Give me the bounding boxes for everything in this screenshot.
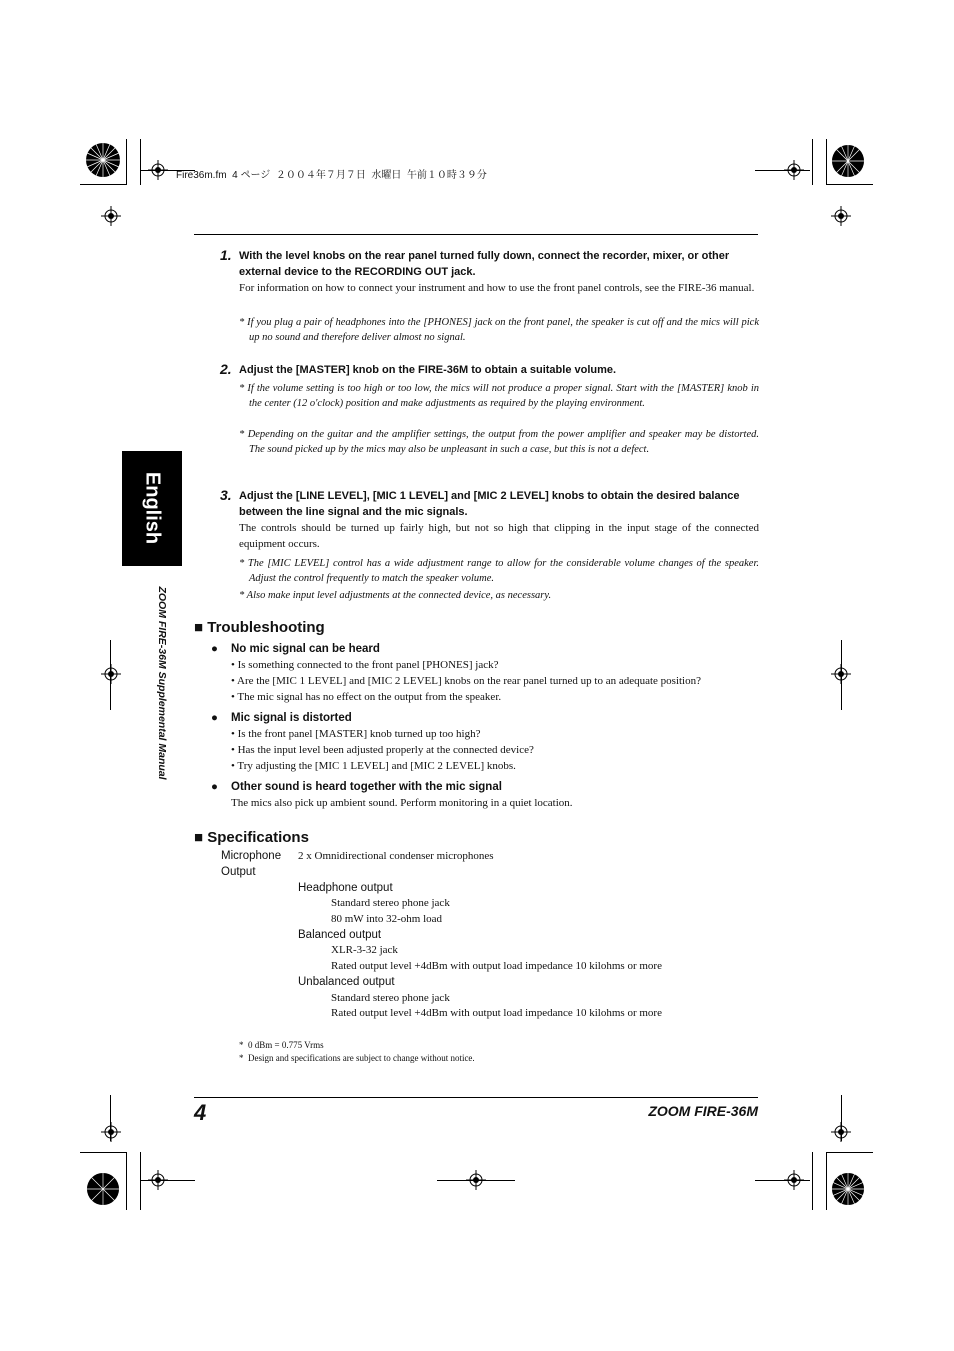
spec-output-value: 80 mW into 32-ohm load [331,913,443,925]
step-heading-line: Adjust the [MASTER] knob on the FIRE-36M to obtain a suitable volume. [239,364,617,376]
list-item: • The mic signal has no effect on the output from the speaker. [231,691,502,703]
list-item: • Has the input level been adjusted properly at the connected device? [231,744,534,756]
language-tab [122,451,182,566]
spec-output-name: Unbalanced output [298,976,395,988]
crop-line [841,1095,842,1141]
step-number: 1. [220,247,232,263]
file-header-info: Fire36m.fm 4 ページ ２００４年７月７日 水曜日 午前１０時３９分 [176,170,487,181]
step-number: 2. [220,361,232,377]
crop-line [140,139,141,185]
trouble-heading-label: Other sound is heard together with the mic signal [231,781,502,793]
footnote: * 0 dBm = 0.775 Vrms [239,1040,324,1050]
bullet-icon: ● [211,712,218,724]
spec-output-value: Standard stereo phone jack [331,992,450,1004]
registration-sunburst-icon [86,1172,120,1206]
crop-line [126,1152,127,1210]
registration-sunburst-icon [831,1172,865,1206]
step-note: * Depending on the guitar and the amplifier settings, the output from the power amplifier and speaker may be distorted. The sound picked up by the mics may also be unpleasant in such a case, but this is not a defect. [239,429,759,455]
page-number: 4 [194,1100,207,1125]
step-note: * If you plug a pair of headphones into the [PHONES] jack on the front panel, the speaker is cut off and the mics will pick up no sound and therefore deliver almost no signal. [239,317,759,343]
spec-label-microphone: Microphone [221,850,282,862]
spec-output-value: XLR-3-32 jack [331,944,398,956]
step-body: The controls should be turned up fairly high, but not so high that clipping in the input stage of the connected equipment occurs. [239,522,759,550]
crop-line [755,1180,810,1181]
bullet-icon: ● [211,781,218,793]
spec-output-value: Standard stereo phone jack [331,897,450,909]
registration-sunburst-icon [831,144,865,178]
trouble-heading [211,781,502,793]
crop-line [80,184,127,185]
list-item: The mics also pick up ambient sound. Perform monitoring in a quiet location. [231,797,573,809]
crop-line [755,170,810,171]
step-heading [239,362,759,378]
step-heading-line: With the level knobs on the rear panel turned fully down, connect the recorder, mixer, or other [239,250,730,262]
step-heading-line: external device to the RECORDING OUT jack. [239,266,476,278]
step-note: * Also make input level adjustments at the connected device, as necessary. [239,590,552,601]
side-caption: ZOOM FIRE-36M Supplemental Manual [156,586,168,780]
top-rule [194,234,758,235]
bullet-icon: ● [211,643,218,655]
step-heading [239,248,759,280]
list-item: • Is something connected to the front panel [PHONES] jack? [231,659,499,671]
spec-output-name: Headphone output [298,882,393,894]
trouble-heading [211,712,352,724]
list-item: • Is the front panel [MASTER] knob turned up too high? [231,728,481,740]
crop-line [826,139,827,185]
list-item: • Try adjusting the [MIC 1 LEVEL] and [MIC 2 LEVEL] knobs. [231,760,516,772]
crop-line [826,1152,873,1153]
step-heading-line: Adjust the [LINE LEVEL], [MIC 1 LEVEL] and [MIC 2 LEVEL] knobs to obtain the desired balance [239,490,740,502]
step-heading [239,488,759,520]
list-item: • Are the [MIC 1 LEVEL] and [MIC 2 LEVEL] knobs on the rear panel turned up to an adequate position? [231,675,701,687]
crop-line [841,640,842,710]
crosshair-icon [101,1122,121,1142]
spec-label-output: Output [221,866,256,878]
registration-sunburst-icon [85,142,121,178]
step-note: * If the volume setting is too high or too low, the mics will not produce a proper signal. Start with the [MASTER] knob in the center (12 o'clock) position and make adjustments as required by the playing environment. [239,383,759,409]
bottom-rule [194,1097,758,1098]
step-heading-line: between the line signal and the mic signals. [239,506,468,518]
crop-line [812,1152,813,1210]
trouble-heading [211,643,380,655]
spec-output-value: Rated output level +4dBm with output load impedance 10 kilohms or more [331,1007,662,1019]
step-body: For information on how to connect your instrument and how to use the front panel controls, see the FIRE-36 manual. [239,282,755,294]
crop-line [110,1095,111,1141]
section-title: ■ Specifications [194,829,309,846]
trouble-heading-label: No mic signal can be heard [231,643,380,655]
footer-product: ZOOM FIRE-36M [648,1103,758,1119]
trouble-heading-label: Mic signal is distorted [231,712,352,724]
spec-output-name: Balanced output [298,929,382,941]
step-number: 3. [220,487,232,503]
language-tab-label: English [141,471,164,545]
crop-line [126,139,127,185]
crop-line [140,1180,195,1181]
spec-value-microphone: 2 x Omnidirectional condenser microphones [298,850,494,862]
section-title: ■ Troubleshooting [194,619,325,636]
crop-line [110,640,111,710]
crop-line [826,1152,827,1210]
crosshair-icon [831,206,851,226]
crosshair-icon [101,664,121,684]
crop-line [140,1152,141,1210]
crosshair-icon [101,206,121,226]
crop-line [826,184,873,185]
crop-line [80,1152,127,1153]
footnote: * Design and specifications are subject to change without notice. [239,1053,475,1063]
spec-output-value: Rated output level +4dBm with output load impedance 10 kilohms or more [331,960,662,972]
crop-line [437,1180,515,1181]
step-note: * The [MIC LEVEL] control has a wide adjustment range to allow for the considerable volume changes of the speaker. Adjust the control frequently to match the speaker volume. [239,558,759,584]
crop-line [812,139,813,185]
